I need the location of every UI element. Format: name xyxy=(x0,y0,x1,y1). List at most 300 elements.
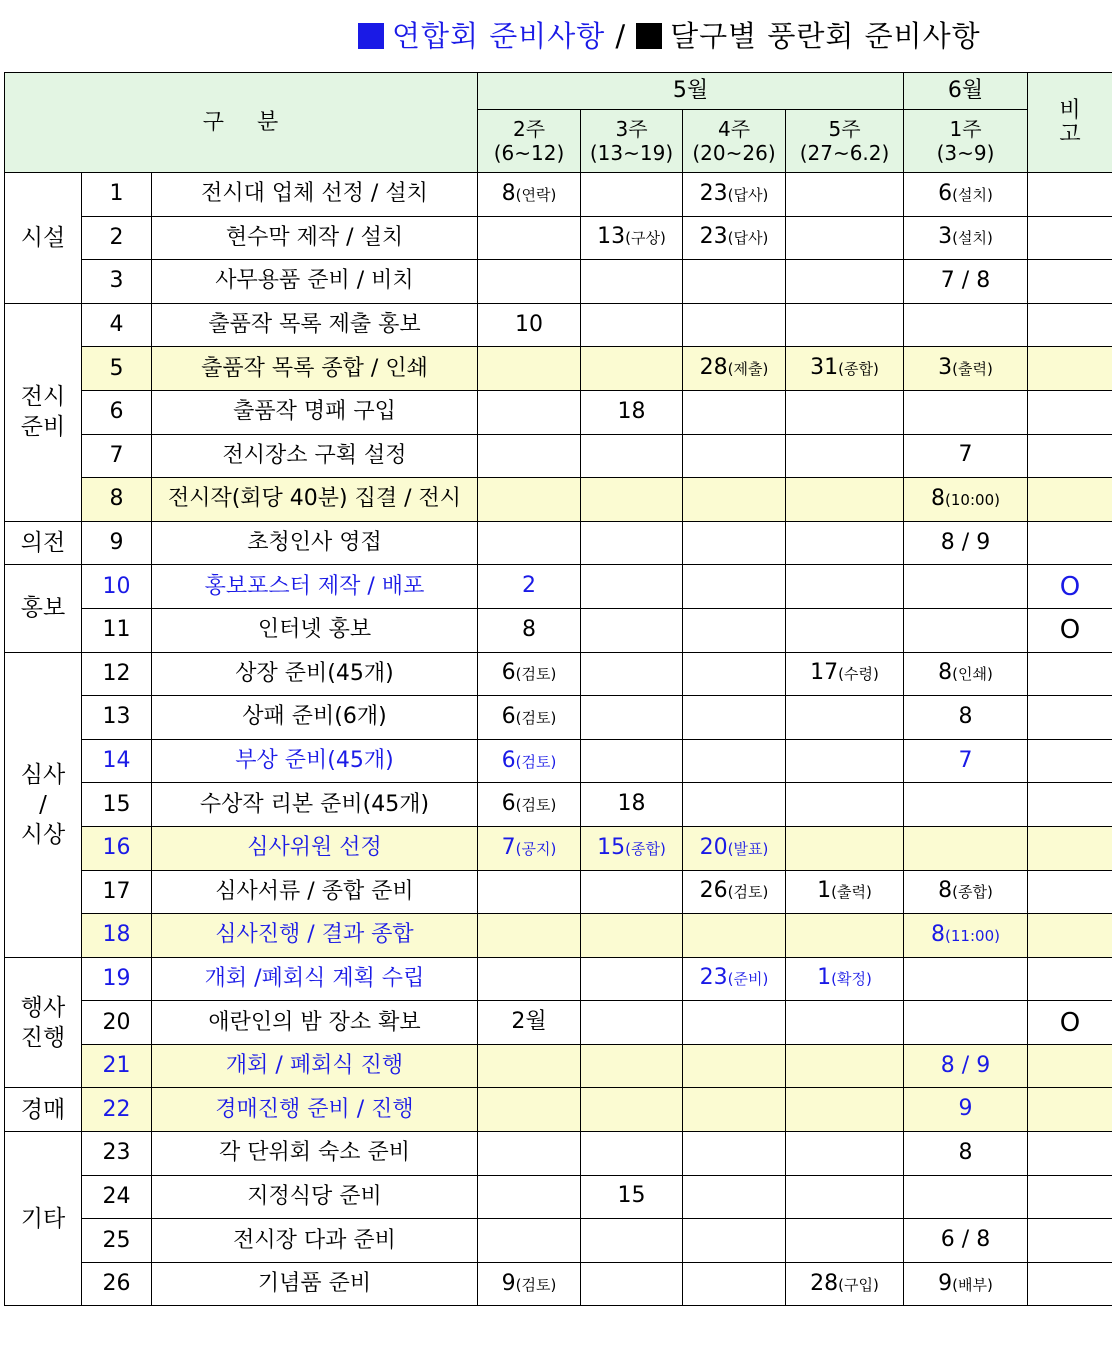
table-row xyxy=(5,1175,1112,1219)
schedule-cell xyxy=(904,652,1028,696)
week-header xyxy=(904,110,1028,173)
group-label-line: 심사 xyxy=(20,761,66,788)
schedule-value: 9 xyxy=(501,1270,516,1296)
remark-cell xyxy=(1028,260,1112,304)
schedule-cell xyxy=(581,1219,683,1263)
schedule-cell xyxy=(786,260,904,304)
schedule-cell xyxy=(683,303,786,347)
schedule-cell xyxy=(478,347,581,391)
group-label-line: / xyxy=(39,791,47,818)
remark-cell: O xyxy=(1028,565,1112,609)
schedule-value: 8 / 9 xyxy=(940,1052,991,1078)
schedule-cell xyxy=(478,521,581,565)
schedule-note: (검토) xyxy=(515,1275,557,1294)
week-label: 1주 xyxy=(949,117,982,141)
schedule-value: 6 xyxy=(938,180,953,206)
schedule-cell xyxy=(683,739,786,783)
schedule-value: 1 xyxy=(817,965,832,991)
schedule-cell xyxy=(683,957,786,1001)
task-name: 심사서류 / 종합 준비 xyxy=(152,870,478,914)
june-header: 6월 xyxy=(904,73,1028,110)
schedule-value: 6 / 8 xyxy=(940,1227,991,1253)
schedule-cell xyxy=(581,1132,683,1176)
schedule-cell xyxy=(683,1175,786,1219)
schedule-cell xyxy=(478,739,581,783)
schedule-cell xyxy=(683,478,786,522)
schedule-cell xyxy=(478,957,581,1001)
schedule-value: 8 xyxy=(938,660,953,686)
schedule-note: (종합) xyxy=(838,360,879,379)
schedule-value: 3 xyxy=(938,224,953,250)
row-number: 12 xyxy=(82,652,152,696)
schedule-note: (종합) xyxy=(952,883,993,902)
schedule-cell xyxy=(478,390,581,434)
table-row xyxy=(5,347,1112,391)
task-name: 기념품 준비 xyxy=(152,1262,478,1306)
schedule-cell xyxy=(683,652,786,696)
week-header xyxy=(683,110,786,173)
schedule-cell xyxy=(683,347,786,391)
group-label-line: 준비 xyxy=(20,414,66,441)
schedule-cell xyxy=(581,173,683,217)
schedule-cell xyxy=(786,390,904,434)
schedule-cell xyxy=(581,1088,683,1132)
schedule-value: 18 xyxy=(617,791,646,817)
schedule-value: 8 xyxy=(931,485,946,511)
schedule-note: (배부) xyxy=(952,1275,993,1294)
schedule-cell xyxy=(786,434,904,478)
schedule-value: 8 xyxy=(938,878,953,904)
remark-cell xyxy=(1028,826,1112,870)
schedule-cell xyxy=(786,783,904,827)
schedule-cell xyxy=(581,303,683,347)
schedule-cell xyxy=(478,783,581,827)
schedule-note: (구입) xyxy=(838,1275,879,1294)
week-label: 4주 xyxy=(717,117,751,141)
table-row xyxy=(5,260,1112,304)
group-label-line: 전시 xyxy=(20,384,66,411)
schedule-cell xyxy=(478,565,581,609)
schedule-note: (수령) xyxy=(838,665,879,684)
row-number: 3 xyxy=(82,260,152,304)
remark-cell: O xyxy=(1028,1001,1112,1045)
schedule-cell xyxy=(581,826,683,870)
schedule-cell xyxy=(683,608,786,652)
table-row xyxy=(5,696,1112,740)
schedule-cell xyxy=(786,739,904,783)
task-name: 출품작 목록 제출 홍보 xyxy=(152,303,478,347)
table-row xyxy=(5,390,1112,434)
schedule-cell xyxy=(904,696,1028,740)
group-label-line: 시설 xyxy=(20,224,66,251)
row-number: 14 xyxy=(82,739,152,783)
schedule-cell xyxy=(581,739,683,783)
schedule-cell xyxy=(904,347,1028,391)
remarks-header xyxy=(1028,73,1112,173)
schedule-cell xyxy=(683,260,786,304)
remark-cell xyxy=(1028,521,1112,565)
remark-cell xyxy=(1028,1175,1112,1219)
schedule-cell xyxy=(581,652,683,696)
row-number: 9 xyxy=(82,521,152,565)
remark-cell xyxy=(1028,434,1112,478)
remark-cell xyxy=(1028,1262,1112,1306)
schedule-value: 8 xyxy=(522,616,536,642)
table-row xyxy=(5,870,1112,914)
schedule-value: 6 xyxy=(501,660,516,686)
task-name: 심사진행 / 결과 종합 xyxy=(152,914,478,958)
task-name: 사무용품 준비 / 비치 xyxy=(152,260,478,304)
week-range: (6~12) xyxy=(493,141,565,165)
group-label xyxy=(5,652,82,957)
schedule-cell xyxy=(478,1175,581,1219)
schedule-note: (설치) xyxy=(952,185,993,204)
schedule-cell xyxy=(581,1001,683,1045)
row-number: 10 xyxy=(82,565,152,609)
schedule-cell xyxy=(478,914,581,958)
schedule-cell xyxy=(478,260,581,304)
schedule-cell xyxy=(683,870,786,914)
task-name: 개회 / 폐회식 진행 xyxy=(152,1044,478,1088)
schedule-cell xyxy=(478,303,581,347)
schedule-cell xyxy=(904,1088,1028,1132)
schedule-value: 28 xyxy=(810,1270,839,1296)
schedule-value: 15 xyxy=(617,1183,646,1209)
schedule-cell xyxy=(904,739,1028,783)
row-number: 11 xyxy=(82,608,152,652)
schedule-cell xyxy=(904,478,1028,522)
schedule-value: 7 xyxy=(958,442,973,468)
schedule-cell xyxy=(786,1219,904,1263)
schedule-cell xyxy=(478,1219,581,1263)
schedule-cell xyxy=(683,1001,786,1045)
task-name: 전시장소 구획 설정 xyxy=(152,434,478,478)
remark-cell xyxy=(1028,347,1112,391)
task-name: 홍보포스터 제작 / 배포 xyxy=(152,565,478,609)
row-number: 4 xyxy=(82,303,152,347)
row-number: 15 xyxy=(82,783,152,827)
task-name: 지정식당 준비 xyxy=(152,1175,478,1219)
task-name: 초청인사 영접 xyxy=(152,521,478,565)
table-row xyxy=(5,914,1112,958)
table-row xyxy=(5,652,1112,696)
schedule-value: 8 xyxy=(958,703,973,729)
schedule-cell xyxy=(683,783,786,827)
schedule-cell xyxy=(581,260,683,304)
schedule-cell xyxy=(786,347,904,391)
schedule-cell xyxy=(786,608,904,652)
row-number: 18 xyxy=(82,914,152,958)
task-name: 심사위원 선정 xyxy=(152,826,478,870)
remark-cell xyxy=(1028,173,1112,217)
week-header xyxy=(786,110,904,173)
row-number: 13 xyxy=(82,696,152,740)
schedule-note: (공지) xyxy=(515,839,557,858)
schedule-cell xyxy=(786,826,904,870)
schedule-cell xyxy=(904,1219,1028,1263)
schedule-cell xyxy=(581,957,683,1001)
schedule-cell xyxy=(683,1132,786,1176)
row-number: 21 xyxy=(82,1044,152,1088)
schedule-cell xyxy=(581,216,683,260)
schedule-cell xyxy=(478,173,581,217)
schedule-cell xyxy=(581,1044,683,1088)
schedule-cell xyxy=(904,957,1028,1001)
schedule-note: (답사) xyxy=(727,229,769,248)
schedule-cell xyxy=(786,1262,904,1306)
schedule-cell xyxy=(683,696,786,740)
schedule-cell xyxy=(786,303,904,347)
schedule-cell xyxy=(904,1262,1028,1306)
row-number: 7 xyxy=(82,434,152,478)
schedule-cell xyxy=(683,565,786,609)
week-range: (3~9) xyxy=(936,141,995,165)
schedule-note: (10:00) xyxy=(945,490,1000,509)
schedule-value: 2 xyxy=(522,573,536,599)
remark-cell: O xyxy=(1028,608,1112,652)
table-row xyxy=(5,1132,1112,1176)
remark-cell xyxy=(1028,478,1112,522)
week-label: 2주 xyxy=(512,117,546,141)
group-label xyxy=(5,521,82,565)
task-name: 부상 준비(45개) xyxy=(152,739,478,783)
row-number: 23 xyxy=(82,1132,152,1176)
schedule-cell xyxy=(478,1001,581,1045)
schedule-table xyxy=(4,72,1112,1306)
schedule-cell xyxy=(478,696,581,740)
schedule-note: (검토) xyxy=(515,796,557,815)
week-header xyxy=(581,110,683,173)
table-row xyxy=(5,173,1112,217)
group-label-line: 경매 xyxy=(20,1096,66,1123)
week-label: 5주 xyxy=(828,117,861,141)
schedule-value: 7 xyxy=(958,747,973,773)
row-number: 20 xyxy=(82,1001,152,1045)
schedule-cell xyxy=(786,1001,904,1045)
row-number: 22 xyxy=(82,1088,152,1132)
schedule-cell xyxy=(478,1044,581,1088)
schedule-cell xyxy=(581,478,683,522)
schedule-value: 8 / 9 xyxy=(940,529,991,555)
schedule-value: 13 xyxy=(597,224,626,250)
row-number: 24 xyxy=(82,1175,152,1219)
schedule-value: 6 xyxy=(501,703,516,729)
task-name: 전시대 업체 선정 / 설치 xyxy=(152,173,478,217)
schedule-cell xyxy=(478,652,581,696)
schedule-note: (확정) xyxy=(831,970,872,989)
schedule-cell xyxy=(581,783,683,827)
title-part2: 달구별 풍란회 준비사항 xyxy=(670,19,981,53)
task-name: 경매진행 준비 / 진행 xyxy=(152,1088,478,1132)
schedule-cell xyxy=(904,521,1028,565)
schedule-cell xyxy=(904,303,1028,347)
remarks-line2: 고 xyxy=(1059,121,1081,147)
schedule-value: 6 xyxy=(501,791,516,817)
schedule-value: 1 xyxy=(817,878,832,904)
schedule-cell xyxy=(683,914,786,958)
schedule-cell xyxy=(786,565,904,609)
task-name: 인터넷 홍보 xyxy=(152,608,478,652)
schedule-cell xyxy=(478,1088,581,1132)
table-row xyxy=(5,1088,1112,1132)
schedule-note: (구상) xyxy=(625,229,666,248)
schedule-cell xyxy=(581,696,683,740)
title-part1: 연합회 준비사항 xyxy=(392,19,606,53)
schedule-cell xyxy=(904,260,1028,304)
schedule-cell xyxy=(581,1175,683,1219)
schedule-cell xyxy=(904,826,1028,870)
schedule-cell xyxy=(683,173,786,217)
task-name: 개회 /폐회식 계획 수립 xyxy=(152,957,478,1001)
schedule-cell xyxy=(904,1175,1028,1219)
schedule-cell xyxy=(478,826,581,870)
schedule-cell xyxy=(904,1044,1028,1088)
schedule-cell xyxy=(581,521,683,565)
schedule-value: 28 xyxy=(699,355,728,381)
schedule-cell xyxy=(904,1132,1028,1176)
schedule-cell xyxy=(478,1262,581,1306)
row-number: 19 xyxy=(82,957,152,1001)
schedule-value: 7 xyxy=(501,834,516,860)
schedule-cell xyxy=(581,434,683,478)
remark-cell xyxy=(1028,957,1112,1001)
remark-cell xyxy=(1028,1219,1112,1263)
row-number: 17 xyxy=(82,870,152,914)
table-row xyxy=(5,1262,1112,1306)
task-name: 전시장 다과 준비 xyxy=(152,1219,478,1263)
table-row xyxy=(5,957,1112,1001)
table-row xyxy=(5,1219,1112,1263)
schedule-value: 8 xyxy=(501,180,516,206)
schedule-cell xyxy=(683,1219,786,1263)
schedule-cell xyxy=(581,347,683,391)
schedule-cell xyxy=(904,783,1028,827)
schedule-value: 9 xyxy=(958,1096,973,1122)
table-row xyxy=(5,1044,1112,1088)
task-name: 상장 준비(45개) xyxy=(152,652,478,696)
week-range: (13~19) xyxy=(589,141,674,165)
remark-cell xyxy=(1028,1088,1112,1132)
schedule-cell xyxy=(683,1262,786,1306)
category-header: 구 분 xyxy=(5,73,478,173)
schedule-cell xyxy=(786,1088,904,1132)
task-name: 현수막 제작 / 설치 xyxy=(152,216,478,260)
schedule-cell xyxy=(904,390,1028,434)
title-separator: / xyxy=(615,19,627,53)
group-label xyxy=(5,1132,82,1306)
schedule-value: 7 / 8 xyxy=(940,267,991,293)
week-range: (20~26) xyxy=(692,141,776,165)
week-range: (27~6.2) xyxy=(799,141,890,165)
schedule-cell xyxy=(683,390,786,434)
schedule-cell xyxy=(786,870,904,914)
remarks-line1: 비 xyxy=(1059,97,1081,123)
group-label-line: 홍보 xyxy=(20,595,66,622)
schedule-note: (준비) xyxy=(727,970,769,989)
row-number: 1 xyxy=(82,173,152,217)
schedule-cell xyxy=(904,434,1028,478)
group-label-line: 기타 xyxy=(20,1205,66,1232)
schedule-note: (종합) xyxy=(625,839,666,858)
schedule-cell xyxy=(581,390,683,434)
table-row xyxy=(5,1001,1112,1045)
schedule-note: (검토) xyxy=(515,752,557,771)
schedule-cell xyxy=(904,173,1028,217)
schedule-note: (검토) xyxy=(727,883,769,902)
table-row xyxy=(5,608,1112,652)
schedule-value: 20 xyxy=(699,834,728,860)
schedule-value: 2월 xyxy=(511,1009,547,1035)
schedule-cell xyxy=(683,826,786,870)
schedule-cell xyxy=(581,914,683,958)
schedule-cell xyxy=(786,216,904,260)
schedule-cell xyxy=(786,914,904,958)
row-number: 5 xyxy=(82,347,152,391)
schedule-cell xyxy=(786,521,904,565)
page-title xyxy=(358,14,1112,58)
schedule-note: (출력) xyxy=(952,360,993,379)
table-row xyxy=(5,303,1112,347)
group-label-line: 진행 xyxy=(20,1024,66,1051)
schedule-cell xyxy=(904,565,1028,609)
schedule-cell xyxy=(581,870,683,914)
table-row xyxy=(5,739,1112,783)
black-square-icon xyxy=(636,23,662,49)
remark-cell xyxy=(1028,696,1112,740)
schedule-note: (발표) xyxy=(727,839,769,858)
task-name: 출품작 목록 종합 / 인쇄 xyxy=(152,347,478,391)
group-label-line: 행사 xyxy=(20,994,66,1021)
group-label xyxy=(5,957,82,1088)
schedule-cell xyxy=(786,173,904,217)
table-row xyxy=(5,521,1112,565)
schedule-value: 8 xyxy=(931,921,946,947)
schedule-cell xyxy=(786,957,904,1001)
schedule-value: 9 xyxy=(938,1270,953,1296)
schedule-value: 23 xyxy=(699,180,728,206)
remark-cell xyxy=(1028,303,1112,347)
schedule-cell xyxy=(683,434,786,478)
schedule-cell xyxy=(786,1044,904,1088)
table-row xyxy=(5,216,1112,260)
schedule-note: (연락) xyxy=(515,185,557,204)
remark-cell xyxy=(1028,1132,1112,1176)
schedule-cell xyxy=(478,870,581,914)
remark-cell xyxy=(1028,870,1112,914)
schedule-note: (11:00) xyxy=(945,926,1000,945)
table-row xyxy=(5,826,1112,870)
remark-cell xyxy=(1028,390,1112,434)
week-label: 3주 xyxy=(615,117,648,141)
schedule-note: (설치) xyxy=(952,229,993,248)
row-number: 6 xyxy=(82,390,152,434)
schedule-note: (제출) xyxy=(727,360,769,379)
schedule-cell xyxy=(904,216,1028,260)
schedule-cell xyxy=(904,870,1028,914)
schedule-cell xyxy=(683,1088,786,1132)
schedule-cell xyxy=(478,434,581,478)
schedule-cell xyxy=(786,478,904,522)
schedule-cell xyxy=(904,608,1028,652)
schedule-cell xyxy=(683,1044,786,1088)
row-number: 16 xyxy=(82,826,152,870)
blue-square-icon xyxy=(358,23,384,49)
schedule-value: 23 xyxy=(699,965,728,991)
table-row xyxy=(5,783,1112,827)
task-name: 애란인의 밤 장소 확보 xyxy=(152,1001,478,1045)
table-row xyxy=(5,434,1112,478)
task-name: 상패 준비(6개) xyxy=(152,696,478,740)
